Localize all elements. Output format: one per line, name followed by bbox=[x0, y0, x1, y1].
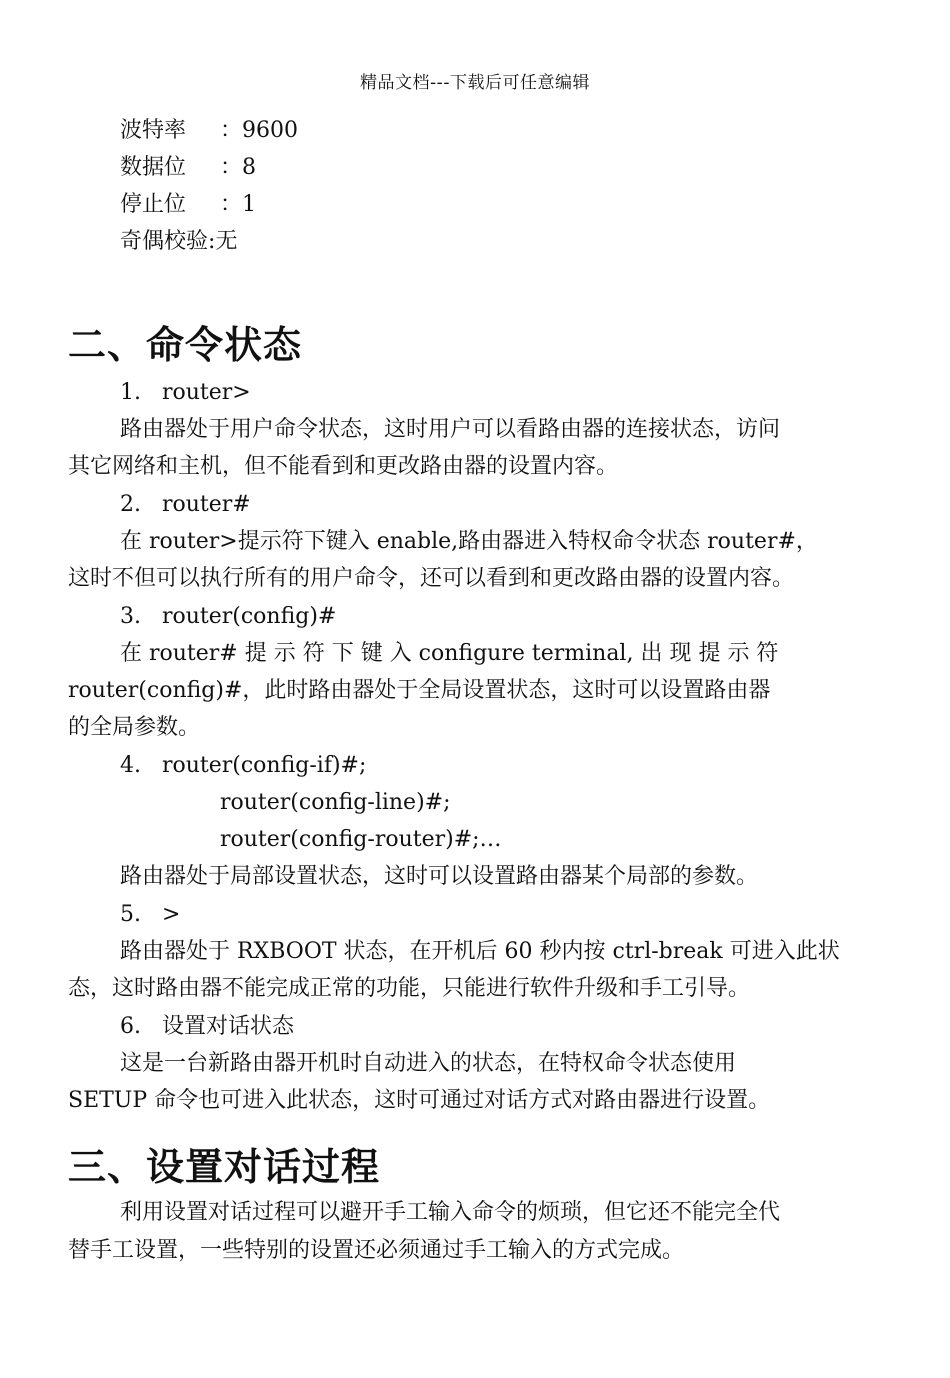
param-sep: ： bbox=[220, 192, 243, 217]
param-stop-bits bbox=[120, 190, 256, 220]
section-heading-setup-dialog: 三、设置对话过程 bbox=[68, 1145, 381, 1189]
section3-desc-line-1: 利用设置对话过程可以避开手工输入命令的烦琐，但它还不能完全代 bbox=[120, 1200, 781, 1225]
param-parity bbox=[120, 227, 237, 257]
page-header: 精品文档---下载后可任意编辑 bbox=[360, 73, 590, 93]
param-value: 9600 bbox=[242, 118, 299, 143]
param-label: 数据位 bbox=[120, 155, 187, 180]
item-3-desc-line-3: 的全局参数。 bbox=[68, 715, 201, 740]
item-3-label: 3. router(config)# bbox=[120, 604, 337, 629]
param-label: 奇偶校验 bbox=[120, 229, 209, 254]
param-sep: ： bbox=[220, 118, 243, 143]
item-5-desc-line-2: 态，这时路由器不能完成正常的功能，只能进行软件升级和手工引导。 bbox=[68, 976, 751, 1001]
section3-desc-line-2: 替手工设置，一些特别的设置还必须通过手工输入的方式完成。 bbox=[68, 1238, 685, 1263]
param-value: 1 bbox=[242, 192, 257, 217]
param-data-bits bbox=[120, 153, 256, 183]
item-1-label: 1. router> bbox=[120, 380, 251, 405]
item-4-label: 4. router(config-if)#; bbox=[120, 753, 367, 778]
param-baud-rate bbox=[120, 116, 298, 146]
param-label: 停止位 bbox=[120, 192, 187, 217]
param-sep: ： bbox=[220, 155, 243, 180]
item-4-desc: 路由器处于局部设置状态，这时可以设置路由器某个局部的参数。 bbox=[120, 864, 759, 889]
param-value: 8 bbox=[242, 155, 257, 180]
param-value: 无 bbox=[215, 229, 238, 254]
item-1-desc-line-1: 路由器处于用户命令状态，这时用户可以看路由器的连接状态，访问 bbox=[120, 417, 781, 442]
section-heading-command-states: 二、命令状态 bbox=[68, 323, 303, 367]
item-2-desc-line-2: 这时不但可以执行所有的用户命令，还可以看到和更改路由器的设置内容。 bbox=[68, 566, 795, 591]
item-1-desc-line-2: 其它网络和主机，但不能看到和更改路由器的设置内容。 bbox=[68, 454, 619, 479]
item-5-desc-line-1: 路由器处于 RXBOOT 状态，在开机后 60 秒内按 ctrl-break 可进入此状 bbox=[120, 939, 840, 964]
item-6-desc-line-1: 这是一台新路由器开机时自动进入的状态，在特权命令状态使用 bbox=[120, 1051, 737, 1076]
item-5-label: 5. > bbox=[120, 902, 181, 927]
item-2-desc-line-1: 在 router>提示符下键入 enable,路由器进入特权命令状态 router#， bbox=[120, 529, 818, 554]
item-4-sub-1: router(config-line)#; bbox=[220, 790, 451, 815]
item-6-label: 6. 设置对话状态 bbox=[120, 1014, 294, 1039]
item-2-label: 2. router# bbox=[120, 492, 251, 517]
item-4-sub-2: router(config-router)#;… bbox=[220, 827, 502, 852]
item-3-desc-line-1: 在 router# 提 示 符 下 键 入 configure terminal, 出 现 提 示 符 bbox=[120, 641, 779, 666]
param-label: 波特率 bbox=[120, 118, 187, 143]
item-6-desc-line-2: SETUP 命令也可进入此状态，这时可通过对话方式对路由器进行设置。 bbox=[68, 1088, 771, 1113]
item-3-desc-line-2: router(config)#，此时路由器处于全局设置状态，这时可以设置路由器 bbox=[68, 678, 771, 703]
param-sep: : bbox=[208, 229, 216, 254]
